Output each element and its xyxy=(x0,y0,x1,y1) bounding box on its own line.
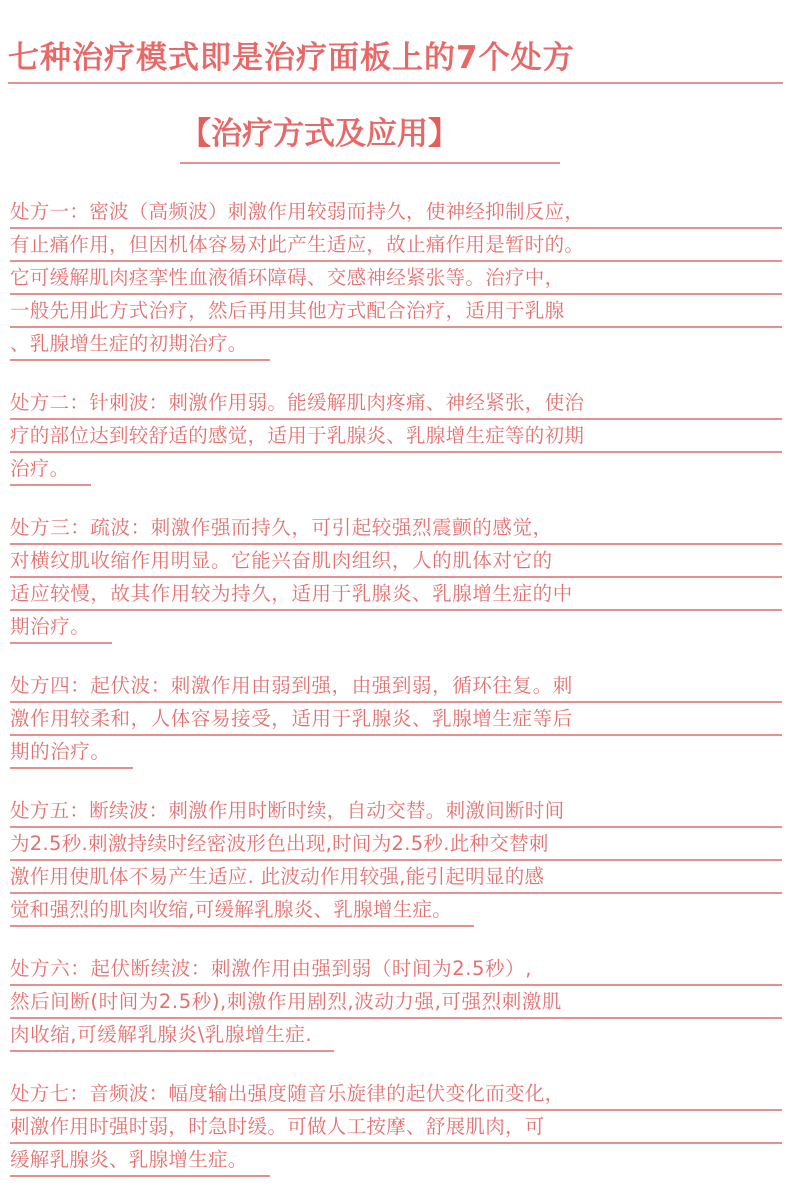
prescription-line: 一般先用此方式治疗，然后再用其他方式配合治疗，适用于乳腺 xyxy=(10,295,782,328)
prescription-line: 处方三：疏波：刺激作强而持久，可引起较强烈震颤的感觉， xyxy=(10,512,782,545)
prescription-line: 处方七：音频波：幅度输出强度随音乐旋律的起伏变化而变化， xyxy=(10,1078,782,1111)
prescription-line: 为2.5秒.刺激持续时经密波形色出现,时间为2.5秒.此种交替刺 xyxy=(10,828,782,861)
prescription-line: 激作用较柔和，人体容易接受，适用于乳腺炎、乳腺增生症等后 xyxy=(10,703,782,736)
prescription-line: 期治疗。 xyxy=(10,611,112,644)
prescription-4 xyxy=(10,670,782,773)
prescription-7 xyxy=(10,1078,782,1181)
prescription-line: 它可缓解肌肉痉挛性血液循环障碍、交感神经紧张等。治疗中， xyxy=(10,262,782,295)
prescription-line: 觉和强烈的肌肉收缩,可缓解乳腺炎、乳腺增生症。 xyxy=(10,894,474,927)
heading-close-bracket: 】 xyxy=(428,116,459,152)
prescription-5 xyxy=(10,795,782,931)
prescription-line: 处方四：起伏波：刺激作用由弱到强，由强到弱，循环往复。刺 xyxy=(10,670,782,703)
prescription-line: 处方六：起伏断续波：刺激作用由强到弱（时间为2.5秒）, xyxy=(10,953,782,986)
prescription-line: 处方一：密波（高频波）刺激作用较弱而持久，使神经抑制反应， xyxy=(10,196,782,229)
prescription-line: 然后间断(时间为2.5秒),刺激作用剧烈,波动力强,可强烈刺激肌 xyxy=(10,986,782,1019)
prescription-1 xyxy=(10,196,782,365)
section-heading xyxy=(180,112,560,164)
prescription-line: 适应较慢，故其作用较为持久，适用于乳腺炎、乳腺增生症的中 xyxy=(10,578,782,611)
prescription-line: 期的治疗。 xyxy=(10,736,133,769)
prescription-line: 疗的部位达到较舒适的感觉，适用于乳腺炎、乳腺增生症等的初期 xyxy=(10,420,782,453)
prescription-line: 有止痛作用，但因机体容易对此产生适应，故止痛作用是暂时的。 xyxy=(10,229,782,262)
prescription-line: 对横纹肌收缩作用明显。它能兴奋肌肉组织，人的肌体对它的 xyxy=(10,545,782,578)
prescription-3 xyxy=(10,512,782,648)
prescription-line: 处方五：断续波：刺激作用时断时续，自动交替。刺激间断时间 xyxy=(10,795,782,828)
heading-open-bracket: 【 xyxy=(180,116,211,152)
prescription-line: 刺激作用时强时弱，时急时缓。可做人工按摩、舒展肌肉，可 xyxy=(10,1111,782,1144)
prescription-line: 、乳腺增生症的初期治疗。 xyxy=(10,328,270,361)
prescription-6 xyxy=(10,953,782,1056)
prescription-line: 激作用使肌体不易产生适应. 此波动作用较强,能引起明显的感 xyxy=(10,861,782,894)
heading-text: 治疗方式及应用 xyxy=(211,116,428,152)
page-title: 七种治疗模式即是治疗面板上的7个处方 xyxy=(8,36,783,84)
prescription-2 xyxy=(10,387,782,490)
prescription-line: 肉收缩,可缓解乳腺炎\乳腺增生症. xyxy=(10,1019,334,1052)
prescription-line: 治疗。 xyxy=(10,453,91,486)
prescription-line: 缓解乳腺炎、乳腺增生症。 xyxy=(10,1144,270,1177)
prescription-list xyxy=(10,196,782,1203)
prescription-line: 处方二：针刺波：刺激作用弱。能缓解肌肉疼痛、神经紧张，使治 xyxy=(10,387,782,420)
